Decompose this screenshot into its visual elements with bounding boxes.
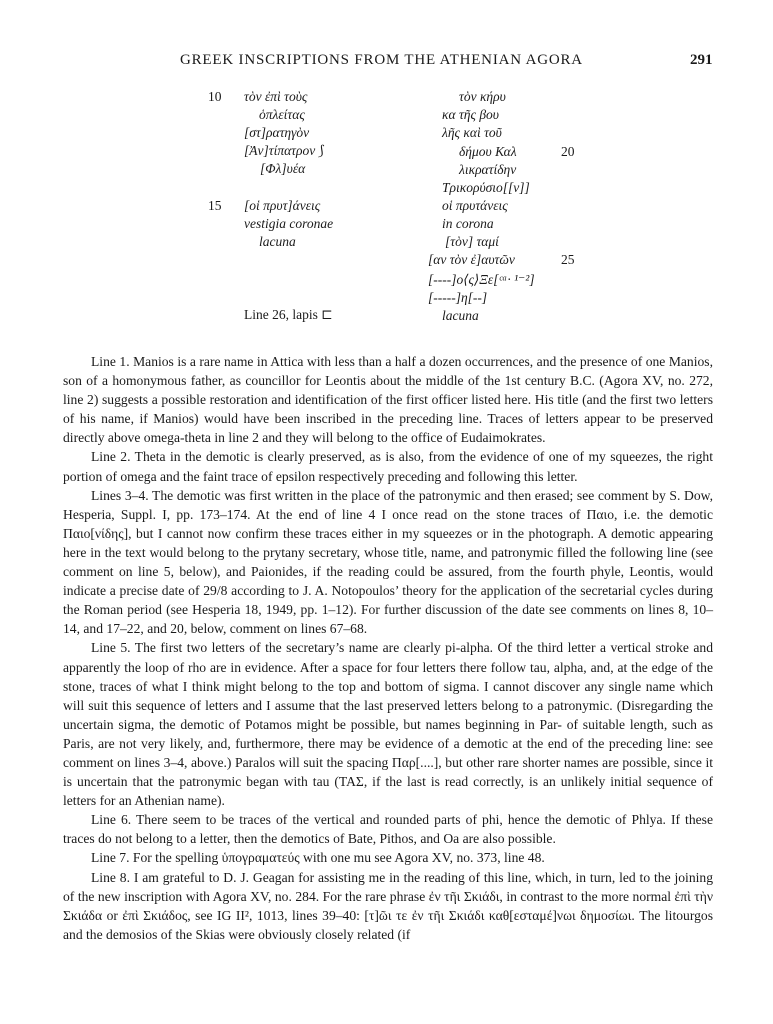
page-number: 291 [690, 52, 713, 68]
left-column-line: Line 26, lapis ⊏ [244, 307, 333, 322]
commentary-line-5: Line 5. The first two letters of the secretary’s name are clearly pi-alpha. Of the third letter a vertical stroke and apparently the loop of rho are in evidence. After a space for four letters there follow tau, alpha, and, at the edge of the stone, traces of what I think might belong to the top and bottom of sigma. I cannot discover any single name which will suit this sequence of letters and I assume that the last preserved letters belong to a patronymic. (Disregarding the uncertain sigma, the demotic of Potamos might be possible, but names beginning in Par- of suitable length, such as Paris, are not very likely, and, furthermore, there may be evidence of a demotic at the end of the preceding line: see comment on lines 3–4, above.) Paralos will suit the spacing Παρ[....], but other rare shorter names are possible, since it is uncertain that the patronymic began with tau (ΤΑΣ, if the last is read correctly, is an unlikely initial sequence of letters for an Athenian name). [63, 640, 713, 809]
right-column-line: [-----]η[--] [428, 290, 488, 305]
right-column-line: οἱ πρυτάνεις [442, 198, 508, 213]
right-column-line: [αν τὸν ἐ]αυτῶν [428, 252, 515, 267]
right-column-line: [τὸν] ταμί [445, 234, 499, 249]
commentary-line-6: Line 6. There seem to be traces of the vertical and rounded parts of phi, hence the demotic of Phlya. If these traces do not belong to a letter, then the demotics of Bate, Pithos, and Oa are also possible. [63, 812, 713, 847]
right-column-line: κα τῆς βου [442, 107, 499, 122]
running-title: GREEK INSCRIPTIONS FROM THE ATHENIAN AGORA [180, 52, 583, 68]
right-column-line: [----]ο⟨ς⟩Ξε[ᶜᵃ· ¹⁻²] [428, 272, 535, 287]
left-column-line: τὸν ἐπὶ τοὺς [244, 89, 308, 104]
commentary [63, 352, 713, 944]
line-number: 15 [208, 198, 222, 213]
left-column-line: [οἱ πρυτ]άνεις [244, 198, 321, 213]
left-column-line: vestigia coronae [244, 216, 334, 231]
right-column-line: τὸν κήρυ [459, 89, 506, 104]
commentary-line-1: Line 1. Manios is a rare name in Attica with less than a half a dozen occurrences, and the presence of one Manios, son of a homonymous father, as councillor for Leontis about the middle of the 1st century B.C. (Agora XV, no. 272, line 2) suggests a possible restoration and identification of the first officer listed here. His title (and the first two letters of his name, if Manios) would have been inscribed in the preceding line. Traces of letters appear to be preserved directly above omega-theta in line 2 and they will belong to the office of Eudaimokrates. [63, 354, 713, 446]
left-column-line: [Φλ]υέα [260, 161, 306, 176]
right-column-line: lacuna [442, 308, 479, 323]
right-column-line: λῆς καὶ τοῦ [442, 125, 502, 140]
commentary-line-2: Line 2. Theta in the demotic is clearly preserved, as is also, from the evidence of one of my squeezes, the right portion of omega and the faint trace of epsilon respectively preceding and following this letter. [63, 449, 713, 484]
left-column-line: [Ἀν]τίπατρον ⟆ [244, 143, 324, 158]
commentary-line-8: Line 8. I am grateful to D. J. Geagan for assisting me in the reading of this line, which, in turn, led to the joining of the new inscription with Agora XV, no. 284. For the rare phrase ἐν τῆι Σκιάδι, in contrast to the more normal ἐπὶ τὴν Σκιάδα or ἐπὶ Σκιάδος, see IG II², 1013, lines 39–40: [τ]ῶι τε ἐν τῆι Σκιάδι καθ[εσταμέ]νωι δημοσίωι. The litourgos and the demosios of the Skias were obviously closely related (if [63, 869, 713, 942]
line-number: 25 [561, 252, 575, 267]
commentary-line-7: Line 7. For the spelling ὑπογραματεύς with one mu see Agora XV, no. 373, line 48. [91, 850, 545, 866]
running-header [0, 52, 773, 74]
commentary-lines-3-4: Lines 3–4. The demotic was first written in the place of the patronymic and then erased; see comment by S. Dow, Hesperia, Suppl. I, pp. 173–174. At the end of line 4 I once read on the stone traces of Παιο, i.e. the demotic Παιο[νίδης], but I cannot now confirm these traces either in my squeezes or in the photograph. A demotic appearing here in the text would belong to the prytany secretary, whose title, name, and patronymic filled the following line (see comment on line 5, below), and Paionides, if the reading could be assured, from the fourth phyle, Leontis, would indicate a precise date of 29/8 according to J. A. Notopoulos’ theory for the application of the secretarial cycles during the Roman period (see Hesperia 18, 1949, pp. 1–12). For further discussion of the date see comments on lines 8, 10–14, and 17–22, and 20, below, comment on lines 67–68. [63, 487, 713, 637]
left-column-line: [στ]ρατηγὸν [244, 125, 310, 140]
right-column-line: λικρατίδην [459, 162, 517, 177]
right-column-line: Τρικορύσιο[[ν]] [442, 180, 530, 195]
line-number: 10 [208, 89, 222, 104]
right-column-line: δήμου Καλ [459, 144, 517, 159]
right-column-line: in corona [442, 216, 494, 231]
left-column-line: ὁπλείτας [259, 107, 305, 122]
left-column-line: lacuna [259, 234, 296, 249]
line-number: 20 [561, 144, 575, 159]
